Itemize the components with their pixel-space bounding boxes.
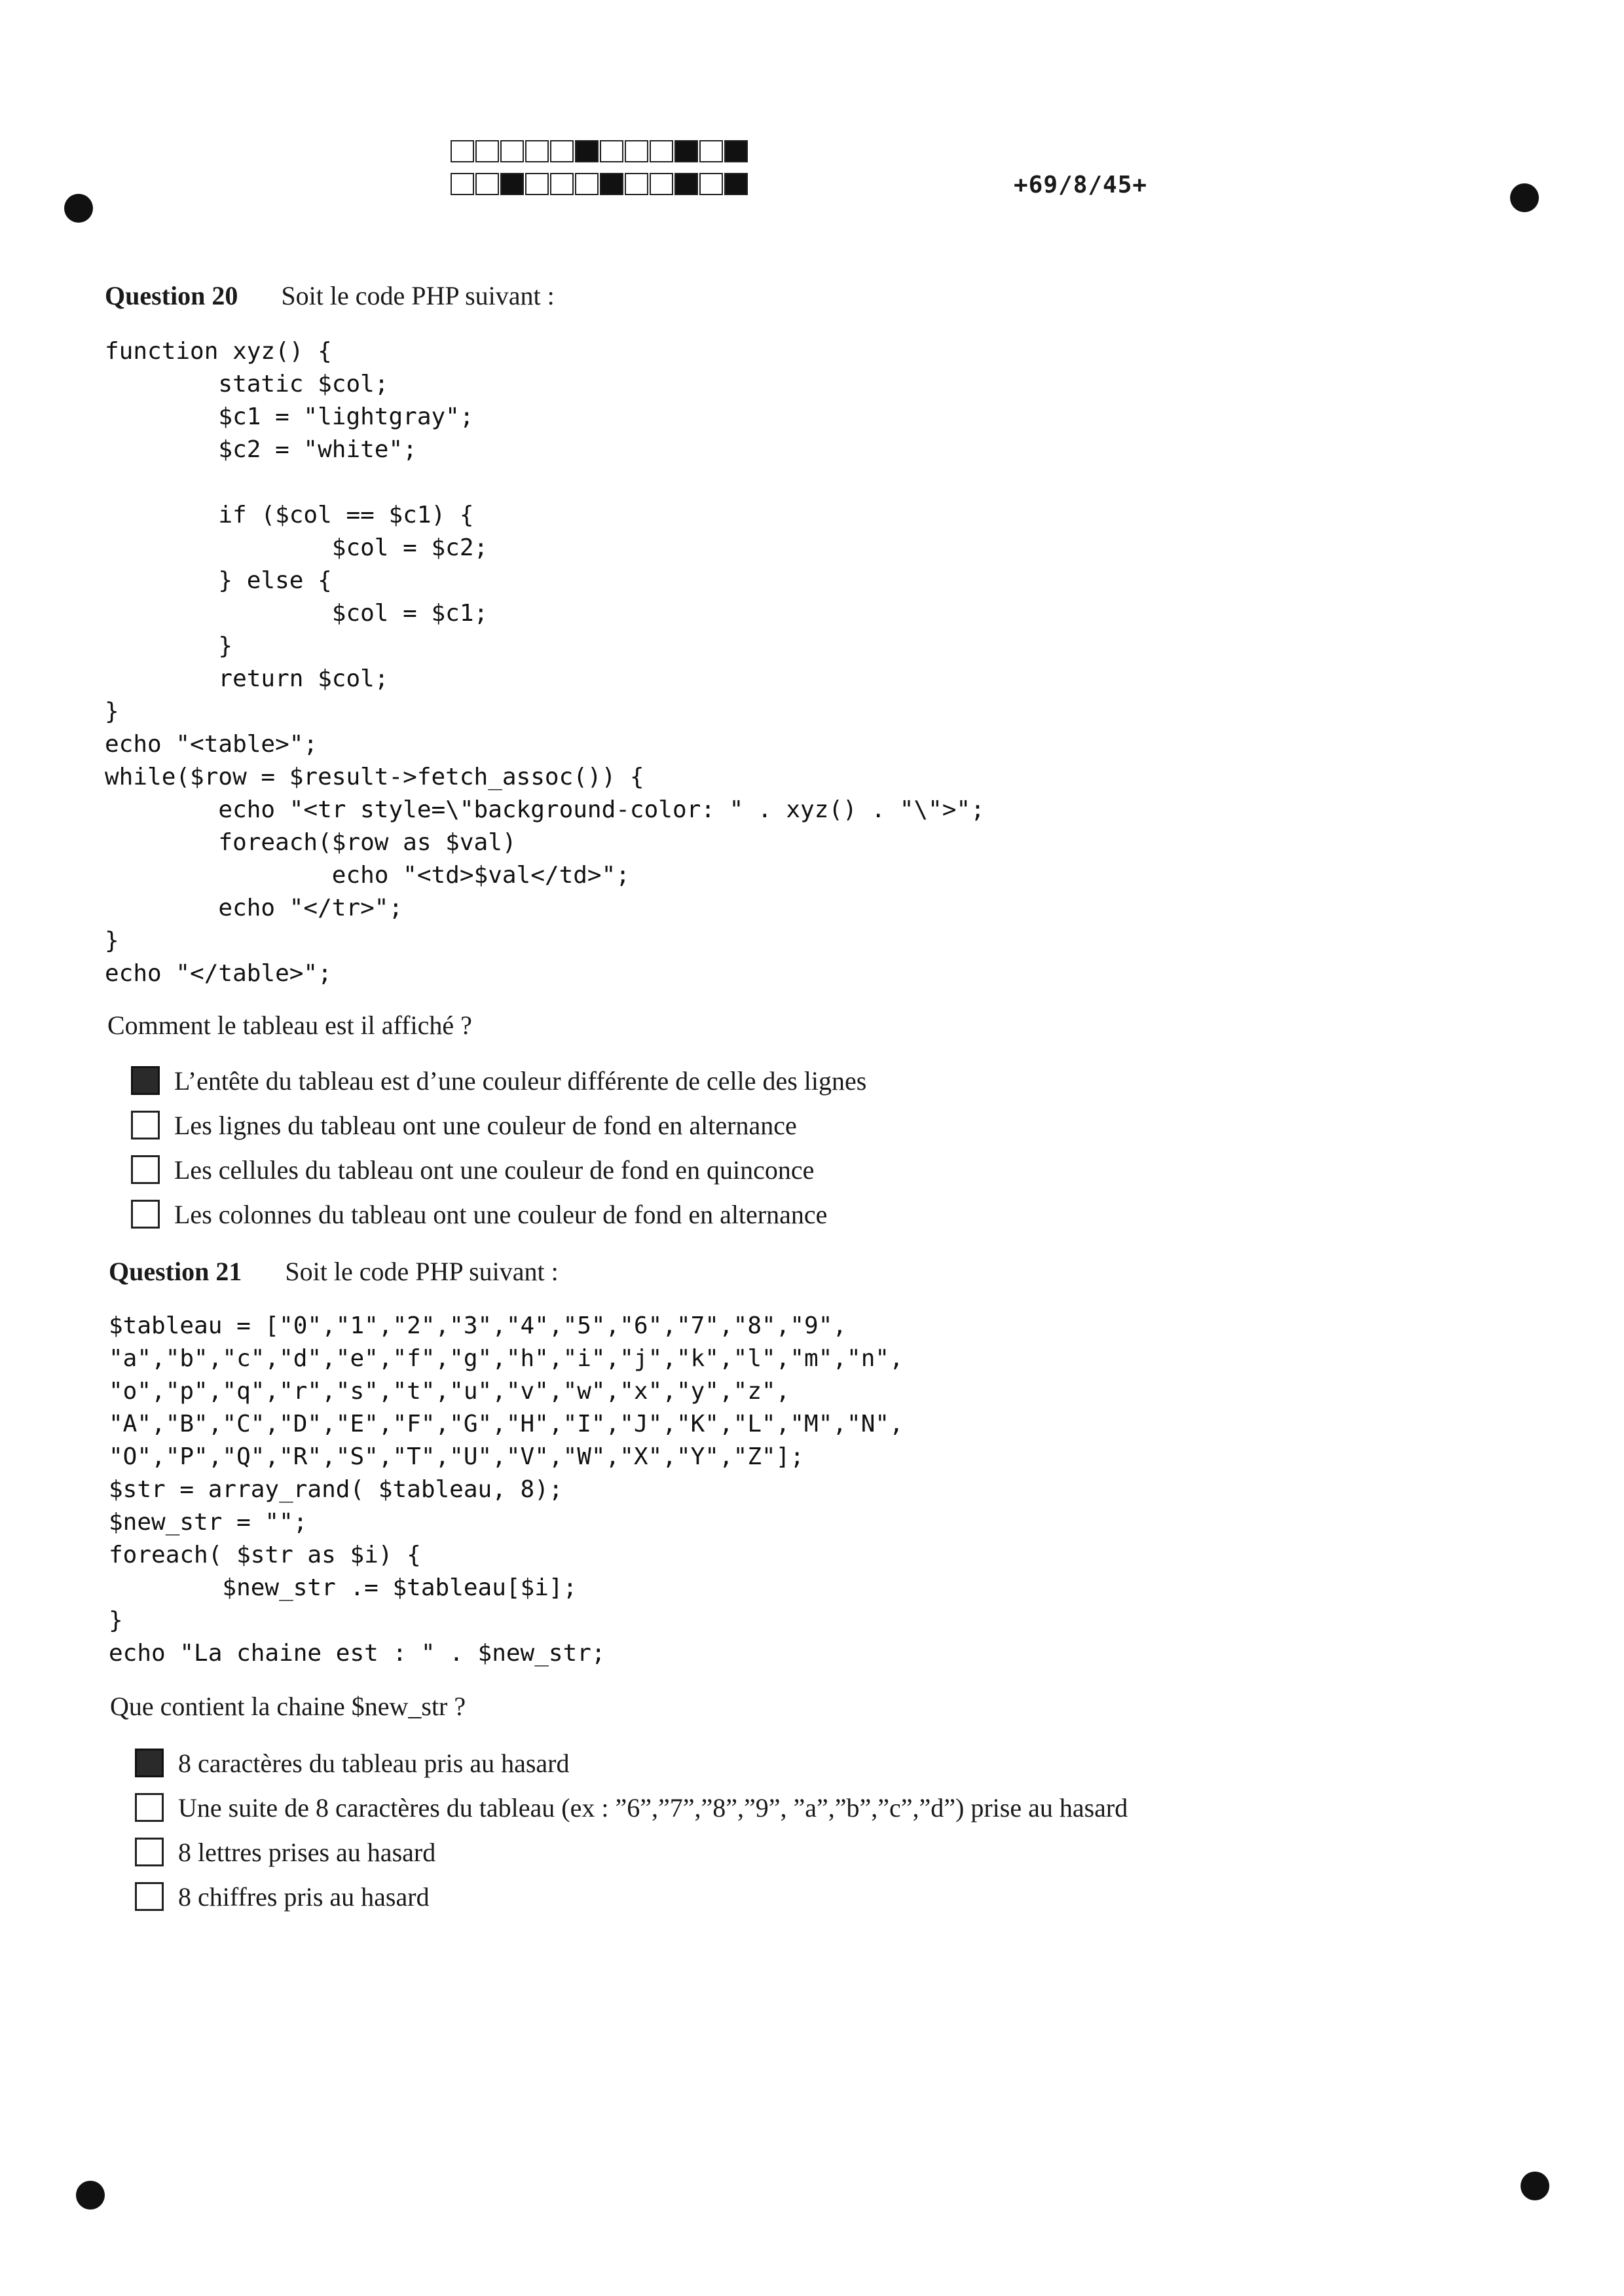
barcode-cell — [475, 173, 499, 195]
barcode-cell — [699, 173, 723, 195]
answer-checkbox[interactable] — [131, 1155, 160, 1184]
answer-checkbox[interactable] — [131, 1066, 160, 1095]
question-20-answers — [131, 1058, 866, 1236]
question-21-code: $tableau = ["0","1","2","3","4","5","6","7","8","9", "a","b","c","d","e","f","g","h","i","j","k","l","m","n", "o","p","q","r","s","t","u","v","w","x","y","z", "A","B","C","D","E","F","G","H","I","J","K","L","M","N", "O","P","Q","R","S","T","U","V","W","X","Y","Z"]; $str = array_rand( $tableau, 8); $new_str = ""; foreach( $str as $i) { $new_str .= $tableau[$i]; } echo "La chaine est : " . $new_str; — [109, 1312, 904, 1667]
answer-label: Les cellules du tableau ont une couleur de fond en quinconce — [174, 1155, 815, 1185]
barcode-cell — [500, 173, 524, 195]
page-id: +69/8/45+ — [1014, 172, 1148, 198]
barcode-row-top — [451, 140, 749, 165]
barcode-cell — [674, 173, 698, 195]
answer-option[interactable] — [135, 1874, 1128, 1919]
question-title: Soit le code PHP suivant : — [281, 281, 555, 310]
barcode-cell — [650, 140, 673, 162]
barcode-cell — [575, 140, 599, 162]
barcode-cell — [600, 173, 623, 195]
registration-mark-bottom-left — [76, 2181, 105, 2210]
barcode-cell — [575, 173, 599, 195]
barcode-cell — [600, 140, 623, 162]
answer-label: 8 chiffres pris au hasard — [178, 1881, 430, 1912]
question-20-prompt: Comment le tableau est il affiché ? — [107, 1010, 472, 1040]
question-title: Soit le code PHP suivant : — [285, 1257, 559, 1286]
answer-label: 8 caractères du tableau pris au hasard — [178, 1748, 570, 1778]
answer-label: Les colonnes du tableau ont une couleur de fond en alternance — [174, 1199, 828, 1229]
answer-label: 8 lettres prises au hasard — [178, 1837, 436, 1867]
question-20-heading — [105, 280, 555, 311]
answer-checkbox[interactable] — [135, 1749, 164, 1777]
barcode-cell — [550, 173, 574, 195]
barcode-cell — [500, 140, 524, 162]
question-20-code: function xyz() { static $col; $c1 = "lightgray"; $c2 = "white"; if ($col == $c1) { $col = $c2; } else { $col = $c1; } return $col; } echo "<table>"; while($row = $result->fetch_assoc()) { echo "<tr style=\"background-color: " . xyz() . "\">"; foreach($row as $val) echo "<td>$val</td>"; echo "</tr>"; } echo "</table>"; — [105, 338, 985, 987]
barcode-cell — [699, 140, 723, 162]
barcode-cell — [625, 140, 648, 162]
answer-checkbox[interactable] — [135, 1882, 164, 1911]
answer-option[interactable] — [131, 1058, 866, 1103]
registration-mark-top-right — [1510, 183, 1539, 212]
question-21-answers — [135, 1741, 1128, 1919]
answer-option[interactable] — [135, 1785, 1128, 1830]
answer-checkbox[interactable] — [135, 1838, 164, 1866]
barcode-cell — [724, 173, 748, 195]
answer-option[interactable] — [135, 1830, 1128, 1874]
question-number: Question 20 — [105, 281, 238, 310]
answer-checkbox[interactable] — [135, 1793, 164, 1822]
answer-option[interactable] — [135, 1741, 1128, 1785]
barcode-row-bottom — [451, 173, 749, 198]
barcode-cell — [550, 140, 574, 162]
answer-option[interactable] — [131, 1103, 866, 1147]
answer-label: L’entête du tableau est d’une couleur différente de celle des lignes — [174, 1065, 867, 1096]
barcode-cell — [674, 140, 698, 162]
barcode-cell — [475, 140, 499, 162]
question-21-heading — [109, 1256, 559, 1287]
barcode-cell — [625, 173, 648, 195]
barcode-cell — [525, 140, 549, 162]
answer-label: Les lignes du tableau ont une couleur de fond en alternance — [174, 1110, 797, 1140]
registration-mark-bottom-right — [1521, 2172, 1549, 2200]
barcode-cell — [451, 140, 474, 162]
answer-option[interactable] — [131, 1147, 866, 1192]
answer-label: Une suite de 8 caractères du tableau (ex : ”6”,”7”,”8”,”9”, ”a”,”b”,”c”,”d”) prise au hasard — [178, 1792, 1128, 1823]
barcode-cell — [724, 140, 748, 162]
barcode-cell — [650, 173, 673, 195]
answer-option[interactable] — [131, 1192, 866, 1236]
registration-mark-top-left — [64, 194, 93, 223]
question-21-prompt: Que contient la chaine $new_str ? — [110, 1692, 466, 1721]
barcode-cell — [525, 173, 549, 195]
answer-checkbox[interactable] — [131, 1111, 160, 1139]
question-number: Question 21 — [109, 1257, 242, 1286]
barcode-cell — [451, 173, 474, 195]
answer-checkbox[interactable] — [131, 1200, 160, 1229]
